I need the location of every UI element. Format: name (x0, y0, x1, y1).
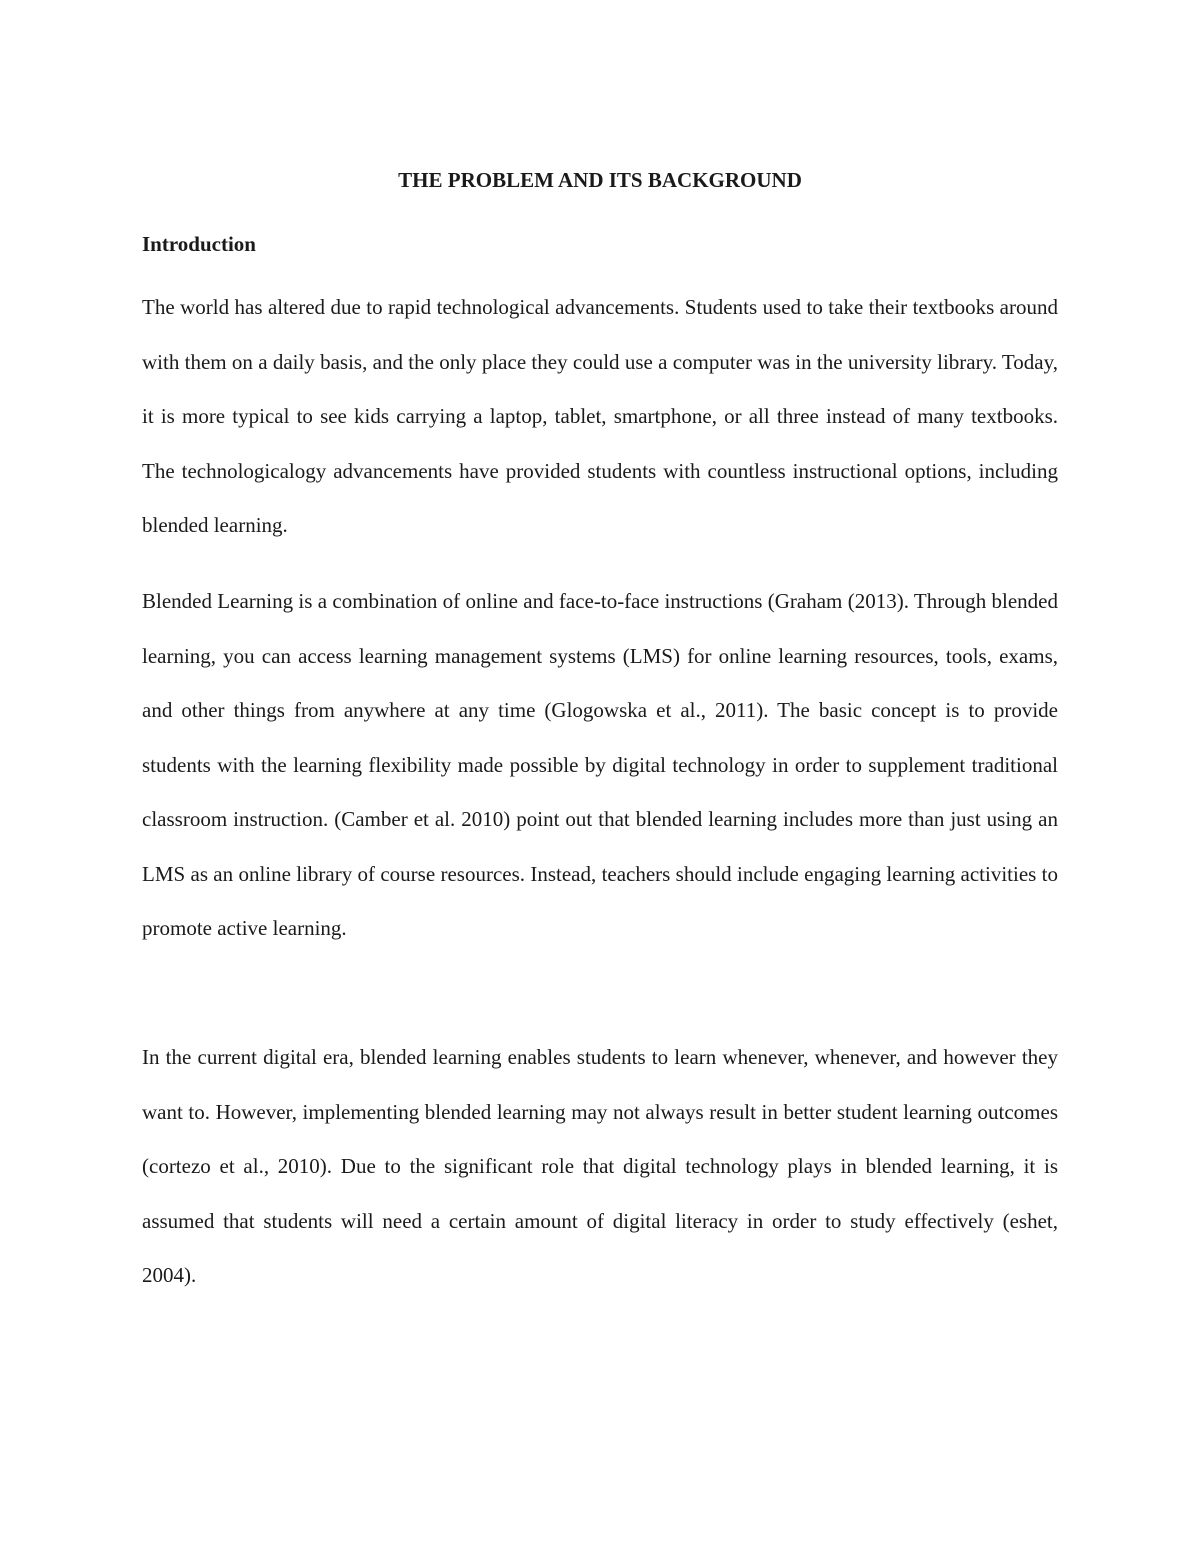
section-heading: Introduction (142, 232, 256, 256)
page-title: THE PROBLEM AND ITS BACKGROUND (398, 168, 802, 192)
paragraph-3: In the current digital era, blended learning enables students to learn whenever, whenever, and however they want to. However, implementing blended learning may not always result in better student learning outcomes (cortezo et al., 2010). Due to the significant role that digital technology plays in blended learning, it is assumed that students will need a certain amount of digital literacy in order to study effectively (eshet, 2004). (142, 1045, 1058, 1287)
paragraph-2: Blended Learning is a combination of online and face-to-face instructions (Graham (2013). Through blended learning, you can access learning management systems (LMS) for online learning resources, tools, exams, and other things from anywhere at any time (Glogowska et al., 2011). The basic concept is to provide students with the learning flexibility made possible by digital technology in order to supplement traditional classroom instruction. (Camber et al. 2010) point out that blended learning includes more than just using an LMS as an online library of course resources. Instead, teachers should include engaging learning activities to promote active learning. (142, 589, 1058, 940)
paragraph-1: The world has altered due to rapid technological advancements. Students used to take their textbooks around with them on a daily basis, and the only place they could use a computer was in the university library. Today, it is more typical to see kids carrying a laptop, tablet, smartphone, or all three instead of many textbooks. The technologicalogy advancements have provided students with countless instructional options, including blended learning. (142, 295, 1058, 537)
